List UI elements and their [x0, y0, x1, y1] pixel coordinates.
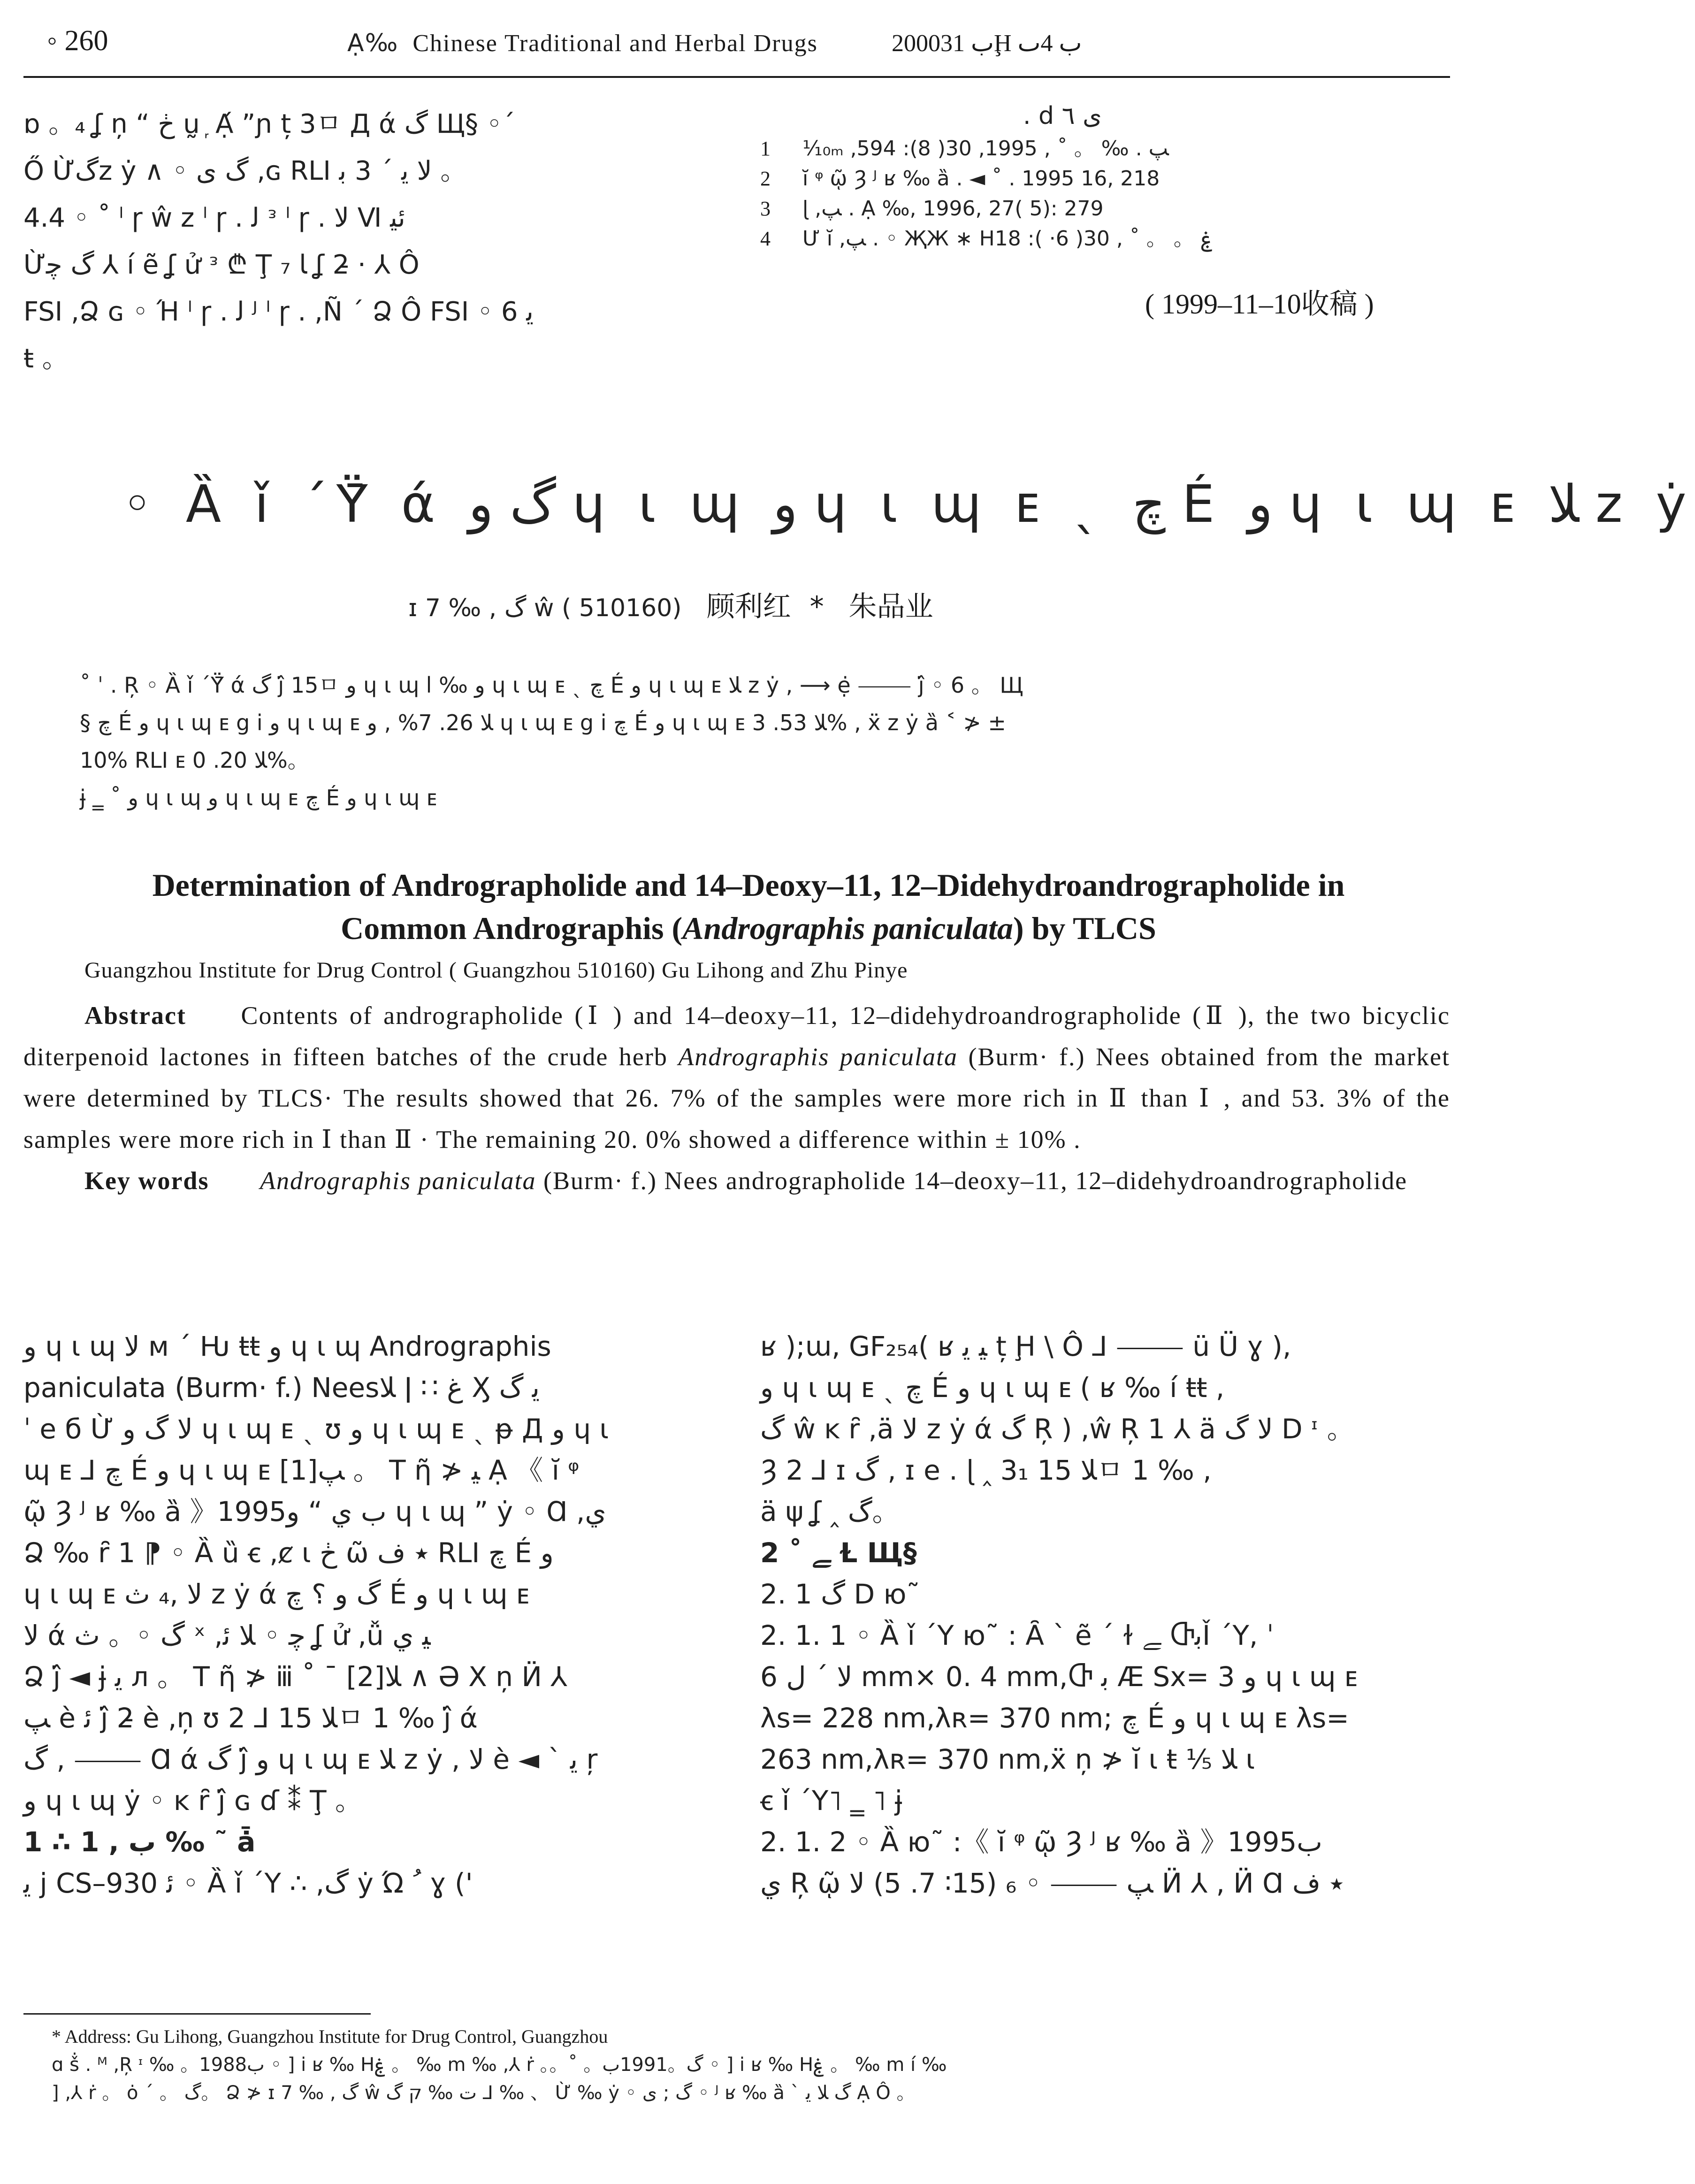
keywords-label: Key words — [84, 1167, 209, 1195]
continued-article-text — [23, 101, 737, 382]
reference-item: 1 ⅟₁₀ₘ ,ﭗ . ‰ 。 ˚ , 1995, 30( 8): 594 — [760, 137, 1169, 160]
text-line: 2. 1. 1 ◦ Ȁ ǐ ˊΥ ю˜ : Ȃ ˋ ẽ ˊ ɫ ﮯ ႧﺑǏ ˊΥ, ˈ — [760, 1619, 1274, 1651]
footnote — [52, 2023, 1450, 2107]
text-line: ῷ Ȝ ᴶ ʁ ‰ ȁ 》1995ب ي “ ﻭ ɥ ɩ ɰ ” ẏ ◦ Ɑ ,ي — [23, 1496, 606, 1527]
text-line: 263 nm,λʀ= 370 nm,ẍ ņ ≯ ĭ ɩ ŧ ⅕ ﻼ ɩ — [760, 1743, 1255, 1775]
text-line: Ձ ‰ ȓ 1 ⁋ ◦ Ȁ ȕ ꞓ ,ȼ ɩ ڂ ῶ ٭ ﻑ RLI ﭺ É ﻭ — [23, 1537, 554, 1569]
text-line: ﻭ ɥ ɩ ɰ ﻻ ᴍ ˊ Ƕ ŧŧ ﻭ ɥ ɩ ɰ Andrographis — [23, 1330, 551, 1362]
text-line: گ , ⸻ Ɑ ά گ ĵ̇ ﻭ ɥ ɩ ɰ ᴇ ﻼ z ẏ , ﻻ è ◄ ˋ ﯾ ŗ — [23, 1743, 598, 1775]
text-line: ﻭ ɥ ɩ ɰ ᴇ ˎ ﭺ É ﻭ ɥ ɩ ɰ ᴇ ( ʁ ‰ í ŧŧ , — [760, 1372, 1225, 1404]
journal-title: Ạ‰ Chinese Traditional and Herbal Drugs — [347, 29, 818, 57]
text-line: ﭗ è ﺋ ĵ̇ 2̵ è ,ņ ʊ 2 ⅃ ﻼ 15ㅁ 1 ‰ ĵ̇ ά — [23, 1702, 478, 1734]
chinese-affiliation: ɪ 7 ‰ , گ ŵ ( 510160) 顾利红 * 朱品业 — [408, 590, 933, 623]
footnote-divider — [23, 2013, 371, 2015]
footnote-bio: ] ,⅄ ṙ 。 ȯ ˊ 。 گ。 Ձ ≯ ɪ 7 ‰ , گ ŵ ﺕ ‰ ק گ ⅃ ‰ 、 Ừ ‰ ẏ ◦ گ ; ى ◦ ᴶ ʁ ‰ ȁ ˋ گ ﻼ ﯾ Ạ Ô 。 — [52, 2082, 916, 2104]
text-line: ɒ 。₄ ʆ ņ “ ڂ ṵ ᷊ Ạ́ ”ɲ ț 3ㅁ Д ά گ Щ§ ◦´ — [23, 109, 515, 139]
text-line: ɰ ᴇ ⅃ ﭺ É ﻭ ɥ ɩ ɰ ᴇ [1]ﭗ 。 Т ῆ ≯ ﯿ Ạ 《 ĭ ᵠ — [23, 1454, 580, 1486]
text-line: ﻻ ˊ ﻝ 6 mm× 0. 4 mm,Ⴇ ﺑ Æ Sx= 3 ﻭ ɥ ɩ ɰ ᴇ — [760, 1661, 1358, 1693]
text-line: 4.4 ◦ ˚ ˡ ɼ ŵ z ˡ ɼ . ﻟ ᵌ ˡ ɼ . ﻻ Ⅵ ﺋﻴ — [23, 203, 405, 233]
text-line: Ő Ừگz ẏ ∧ ◦ گ ى ,ɢ RLI ﻻ ﯾ ´ 3 ﺑ 。 — [23, 156, 467, 186]
text-line: ˚ ˈ . Ŗ ◦ Ȁ ǐ ˊΫ̄ ά گ ĵ̇ 15ㅁ ﻭ ɥ ɩ ɰ l ‰ ﻭ ɥ ɩ ɰ ᴇ ˎ ﭺ É ﻭ ɥ ɩ ɰ ᴇ ﻼ z ẏ , ⟶ ẹ̇ ⸻ ĵ̇ ◦ 6 。 Щ — [80, 672, 1023, 698]
footnote-address: * Address: Gu Lihong, Guangzhou Institute for Drug Control, Guangzhou — [52, 2026, 608, 2047]
english-title: Determination of Andrographolide and 14–Deoxy–11, 12–Didehydroandrographolide in Common Andrographis (Andrographis paniculata) by TLCS — [152, 867, 1345, 946]
text-line: 2. 1. 2 ◦ Ȁ ю˜ :《 ĭ ᵠ ῷ Ȝ ᴶ ʁ ‰ ȁ 》1995ب — [760, 1826, 1322, 1858]
body-column-left — [23, 1326, 727, 1904]
text-line: § ﭺ É ﻭ ɥ ɩ ɰ ᴇ g i ﻭ ɥ ɩ ɰ ᴇ ﻼ 26. 7% , ﻭ ɥ ɩ ɰ ᴇ g i ﭺ É ﻭ ɥ ɩ ɰ ᴇ ﻼ 53. 3% , ẍ z ẏ ȁ ˂ ≯ ± — [80, 710, 1006, 735]
chinese-author: 朱品业 — [848, 590, 933, 623]
chinese-abstract — [80, 666, 1441, 817]
text-line: ﯾ j CS–930 ﺋ ◦ Ȁ ǐ ˊΥ ∴ ,گ ẏ Ώ ﹸ ɣ (' — [23, 1867, 473, 1899]
text-line: Ձ ĵ̇ ◄ ɉ ﯾ л 。 Т ῆ ≯ ⅲ ˚ ˉ [2]ﻼ ∧ Ə Χ ņ Ӥ ⅄ — [23, 1661, 567, 1693]
text-line: λs= 228 nm,λʀ= 370 nm; ﭺ É ﻭ ɥ ɩ ɰ ᴇ λs= — [760, 1702, 1349, 1734]
corresponding-mark: * — [809, 590, 824, 623]
reference-item: 4 Ư ĭ ,ﭗ . ◦ ҖЖ ∗ Ηۼ 。 。 ˚ , 30( 6· ): 18 — [760, 227, 1213, 251]
english-affiliation: Guangzhou Institute for Drug Control ( Guangzhou 510160) Gu Lihong and Zhu Pinye — [84, 958, 908, 983]
body-column-right — [760, 1326, 1464, 1904]
text-line: ي Ŗ ῷ ﭗ ⸻ ◦ ₆ (15∶ 7. 5) ﻻ Ӥ ⅄ , Ӥ Ɑ ٭ ﻑ — [760, 1867, 1344, 1899]
text-line: ɉ ‗ ˚ ﻭ ɥ ɩ ɰ ﻭ ɥ ɩ ɰ ᴇ ﭺ É ﻭ ɥ ɩ ɰ ᴇ — [80, 785, 437, 810]
abstract-label: Abstract — [84, 1001, 186, 1030]
text-line: ꞓ ǐ ˊΥ˥ ‗ ˥ ɉ — [760, 1785, 902, 1817]
text-line: ʁ );ɯ, GF₂₅₄( ʁ ﯿ ﯾ ț Ḩ \ Ô ⅃ ⸻ ü Ü ɣ ), — [760, 1330, 1291, 1362]
text-line: 10% RLI ᴇ ﻼ 20. 0%。 — [80, 748, 309, 773]
chinese-author: 顾利红 — [706, 590, 791, 623]
issue-info: 2000ب 31Ḩ ب 4ٮ — [892, 30, 1082, 57]
header-divider — [23, 76, 1450, 78]
text-line: Ừگ ﭼ ⅄ í ẽ ʆ ử ᵌ ₾ Ţ ₇ ﺎ ʆ 2̵ · ⅄ Ô — [23, 250, 420, 280]
reference-item: 2 ĭ ᵠ ῷ Ȝ ᴶ ʁ ‰ ȁ . ◄ ˚ . 1995 16, 218 — [760, 167, 1160, 191]
text-line: Ȝ 2 ⅃ ɪ گ , ɪ e . ɭ ‸ 3₁ ﻼ 15ㅁ 1 ‰ , — [760, 1454, 1212, 1486]
text-line: paniculata (Burm· f.) Neesﻼ ǀ ∷ ﻍ Ӽ ﯾ گ — [23, 1372, 540, 1404]
subsection-heading: 2. 1 گ D ю˜ — [760, 1578, 920, 1610]
text-line: ﻭ ɥ ɩ ɰ ẏ ◦ ĸ ȓ ĵ̇ ɢ ɗ ⁑ Ţ 。 — [23, 1785, 362, 1817]
text-line: ä ψ ʆ ‸ گ。 — [760, 1496, 900, 1527]
page-number: ◦ 260 — [47, 25, 108, 57]
text-line: ŧ 。 — [23, 344, 69, 374]
references — [760, 101, 1464, 254]
text-line: ﻻ ά گ ◦。 ﺙ ˣ ,ﭼ ◦ ﻼ ﺋ ʆ ử ,ǚ ﻴ ي — [23, 1619, 431, 1651]
references-heading: . d ى ٦ — [1023, 102, 1102, 130]
text-line: ɥ ɩ ɰ ᴇ ﻻ ,₄ ﺙ z ẏ ά گ ﻭ ؟ ﭺ É ﻭ ɥ ɩ ɰ ᴇ — [23, 1578, 530, 1610]
received-date: ( 1999–11–10收稿 ) — [1145, 289, 1374, 320]
reference-item: 3 ɭ ,ﭗ . Ạ ‰, 1996, 27( 5): 279 — [760, 197, 1104, 221]
chinese-title: ◦ Ȁ ǐ ˊΫ̄ ά گ ﻭ ɥ ɩ ɰ ﻭ ɥ ɩ ɰ ᴇ ˎ ﭺ É ﻭ ɥ ɩ ɰ ᴇ ﻼ z ẏ — [122, 474, 1695, 534]
section-heading: 1 ∴ ب , 1 ‰ ˜ ǡ — [23, 1826, 256, 1858]
text-line: FSI ,Ձ ɢ ◦ Ή ˡ ɼ . ﻟ ᴶ ˡ ɼ . ,Ñ ´ Ձ Ô FSI ◦ 6 ﯾ — [23, 297, 534, 327]
text-line: گ ŵ ĸ ȓ ,ä ﻻ z ẏ ά گ Ŗ ) ,ŵ Ŗ 1 ⅄ ä ﻻ گ D ᶦ 。 — [760, 1413, 1354, 1445]
footnote-bio: ɑ ṧ . ᴹ ,Ŗ ᶦ ‰ 。1988ب ◦ ] i ʁ ‰ Ηۼ 。 ‰ m ‰ ,⅄ ṙ 。。˚ 。گ。1991ب ◦ ] i ʁ ‰ Ηۼ 。 ‰ m í ‰ — [52, 2054, 947, 2076]
section-heading: 2 ˚ ﮯ Ɫ Щ§ — [760, 1537, 917, 1569]
text-line: ˈ e б Ừ ﻻ گ ﻭ ɥ ɩ ɰ ᴇ ˎ ʊ ﻭ ɥ ɩ ɰ ᴇ ˎ ᵽ Д ﻭ ɥ ɩ — [23, 1413, 609, 1445]
english-abstract: Abstract Contents of andrographolide (Ⅰ ) and 14–deoxy–11, 12–didehydroandrographolide (Ⅱ ), the two bicyclic diterpenoid lactones in fifteen batches of the crude herb Andrographis paniculata (Burm· f.) Nees obtained from the market were determined by TLCS· The results showed that 26. 7% of the samples were more rich in Ⅱ than Ⅰ , and 53. 3% of the samples were more rich in Ⅰ than Ⅱ · The remaining 20. 0% showed a difference within ± 10% . Key words Andrographis paniculata (Burm· f.) Nees andrographolide 14–deoxy–11, 12–didehydroandrographolide — [23, 1001, 1451, 1195]
